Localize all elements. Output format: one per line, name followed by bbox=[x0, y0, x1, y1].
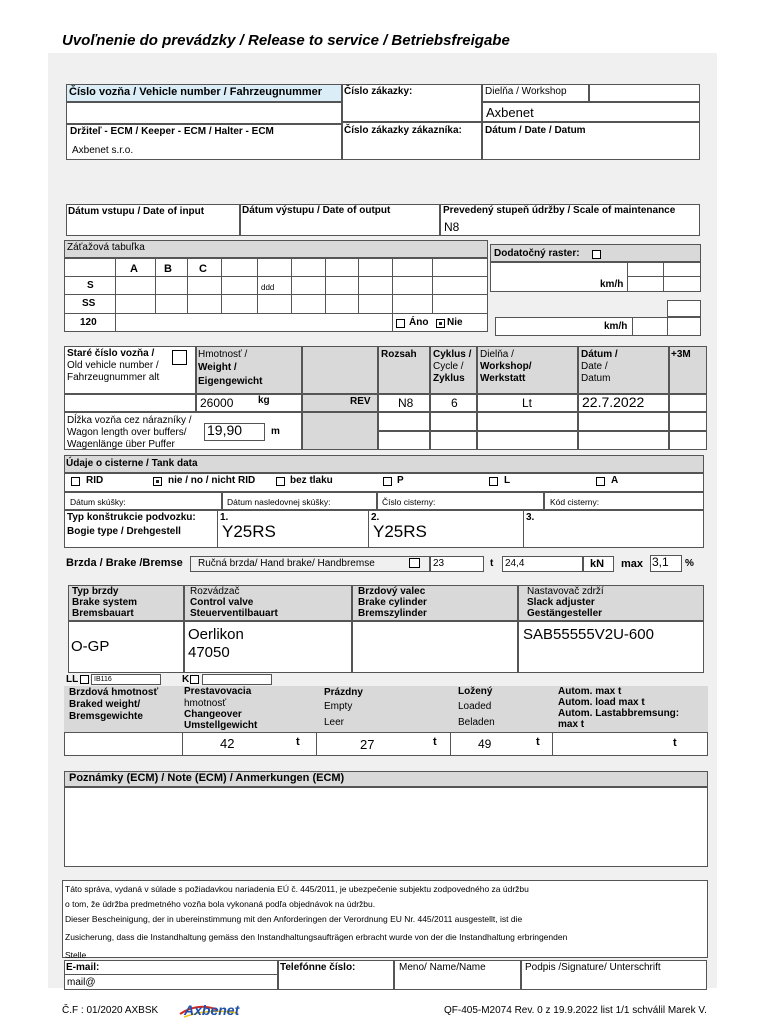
braked-weight-label-1: Brzdová hmotnosť bbox=[69, 687, 159, 698]
changeover-label-2: hmotnosť bbox=[184, 698, 227, 709]
next-test-label: Dátum nasledovnej skúšky: bbox=[227, 497, 331, 507]
col-c: C bbox=[199, 263, 207, 275]
axbenet-logo bbox=[178, 1000, 270, 1020]
plus3m-value[interactable] bbox=[669, 394, 707, 412]
rev-label: REV bbox=[350, 396, 371, 407]
row4-date[interactable] bbox=[578, 431, 669, 450]
kmh-label-1: km/h bbox=[600, 279, 624, 290]
handbrake-checkbox[interactable] bbox=[409, 558, 420, 568]
weight-label-2: Weight / bbox=[198, 362, 237, 373]
auto-label-2: Autom. load max t bbox=[558, 697, 645, 708]
brake-cylinder-label-2: Brake cylinder bbox=[358, 597, 427, 608]
document-title: Uvoľnenie do prevádzky / Release to service / Betriebsfreigabe bbox=[62, 32, 510, 49]
email-label: E-mail: bbox=[66, 962, 100, 973]
brake-system-label-1: Typ brzdy bbox=[72, 586, 119, 597]
kn-unit: kN bbox=[590, 558, 605, 570]
loaded-label-3: Beladen bbox=[458, 717, 495, 728]
rid-checkbox[interactable] bbox=[71, 477, 80, 486]
output-date-label: Dátum výstupu / Date of output bbox=[242, 205, 391, 216]
changeover-value: 42 bbox=[220, 736, 235, 751]
brake-cylinder-value-field[interactable] bbox=[352, 621, 518, 673]
bogie-2-number: 2. bbox=[371, 512, 380, 523]
old-vehicle-checkbox[interactable] bbox=[172, 350, 187, 365]
control-valve-value-1: Oerlikon bbox=[188, 626, 244, 643]
row-s: S bbox=[87, 280, 94, 291]
ll-checkbox[interactable] bbox=[80, 675, 89, 684]
cycle-label-1: Cyklus / bbox=[433, 349, 472, 360]
signature-label: Podpis /Signature/ Unterschrift bbox=[525, 962, 661, 973]
control-valve-label-2: Control valve bbox=[190, 597, 254, 608]
workshop2-label-1: Dielňa / bbox=[480, 349, 514, 360]
raster-speed-2[interactable] bbox=[495, 317, 701, 336]
cycle-label-2: Cycle / bbox=[433, 361, 464, 372]
raster-checkbox[interactable] bbox=[592, 250, 601, 259]
load-table-title: Záťažová tabuľka bbox=[67, 242, 145, 253]
k-code-field[interactable] bbox=[202, 674, 272, 685]
no-pressure-checkbox[interactable] bbox=[276, 477, 285, 486]
length-value: 19,90 bbox=[207, 422, 243, 438]
row3-date[interactable] bbox=[578, 412, 669, 431]
tank-code-label: Kód cisterny: bbox=[550, 497, 600, 507]
loaded-value: 49 bbox=[478, 737, 492, 751]
email-value: mail@ bbox=[67, 977, 96, 988]
raster-label: Dodatočný raster: bbox=[494, 248, 580, 259]
no-rid-label: nie / no / nicht RID bbox=[168, 475, 256, 486]
bogie-2-value: Y25RS bbox=[373, 522, 427, 541]
bogie-label-2: Bogie type / Drehgestell bbox=[67, 526, 181, 537]
row4-plus3m[interactable] bbox=[669, 431, 707, 450]
empty-label-1: Prázdny bbox=[324, 687, 363, 698]
row4-workshop[interactable] bbox=[477, 431, 578, 450]
col-a: A bbox=[130, 263, 138, 275]
workshop2-label-3: Werkstatt bbox=[480, 373, 526, 384]
row4-cycle[interactable] bbox=[430, 431, 477, 450]
changeover-label-4: Umstellgewicht bbox=[184, 720, 258, 731]
workshop-header-extra bbox=[589, 84, 700, 102]
notes-header-label: Poznámky (ECM) / Note (ECM) / Anmerkungen (ECM) bbox=[69, 772, 345, 784]
row-ss: SS bbox=[82, 298, 96, 309]
k-checkbox[interactable] bbox=[190, 675, 199, 684]
plus3m-label: +3M bbox=[671, 349, 691, 360]
empty-unit: t bbox=[433, 736, 437, 748]
no-pressure-label: bez tlaku bbox=[290, 475, 333, 486]
brake-system-value: O-GP bbox=[71, 638, 110, 655]
ano-label: Áno bbox=[409, 317, 429, 328]
length-label-3: Wagenlänge über Puffer bbox=[67, 439, 175, 450]
bogie-1-value: Y25RS bbox=[222, 522, 276, 541]
date2-value: 22.7.2022 bbox=[582, 394, 645, 410]
weight-label-3: Eigengewicht bbox=[198, 376, 263, 387]
brake-label: Brzda / Brake /Bremse bbox=[66, 557, 183, 569]
cycle-label-3: Zyklus bbox=[433, 373, 465, 384]
length-label-1: Dĺžka vozňa cez nárazníky / bbox=[67, 415, 192, 426]
nie-checkbox[interactable] bbox=[436, 319, 445, 328]
changeover-label-3: Changeover bbox=[184, 709, 242, 720]
brake-system-label-2: Brake system bbox=[72, 597, 138, 608]
date-label: Dátum / Date / Datum bbox=[485, 125, 586, 136]
weights-values-row bbox=[64, 732, 708, 756]
empty-label-3: Leer bbox=[324, 717, 345, 728]
statement-line-3: Dieser Bescheinigung, der in ubereinstimmung mit den Anforderingen der Verordnung EU Nr. 445/2011 ausgestellt, ist die bbox=[65, 914, 523, 924]
phone-label: Telefónne číslo: bbox=[280, 962, 356, 973]
hb-value: 23 bbox=[433, 558, 445, 569]
percent-label: % bbox=[685, 558, 694, 569]
weight-label-1: Hmotnosť / bbox=[198, 349, 248, 360]
row3-range[interactable] bbox=[378, 412, 430, 431]
workshop-value: Axbenet bbox=[486, 105, 534, 120]
date2-label-3: Datum bbox=[581, 373, 611, 384]
slack-adjuster-value: SAB55555V2U-600 bbox=[523, 626, 654, 643]
name-label: Meno/ Name/Name bbox=[399, 962, 486, 973]
old-vehicle-label-2: Old vehicle number / bbox=[67, 360, 159, 371]
force-value: 24,4 bbox=[505, 558, 525, 569]
control-valve-label-3: Steuerventilbauart bbox=[190, 608, 278, 619]
p-checkbox[interactable] bbox=[383, 477, 392, 486]
bogie-label-1: Typ konštrukcie podvozku: bbox=[67, 512, 196, 523]
range-value: N8 bbox=[398, 396, 414, 410]
notes-area[interactable] bbox=[64, 787, 708, 867]
keeper-label: Držiteľ - ECM / Keeper - ECM / Halter - ECM bbox=[70, 126, 274, 137]
input-date-label: Dátum vstupu / Date of input bbox=[68, 206, 205, 217]
old-vehicle-label-1: Staré číslo vozňa / bbox=[67, 348, 155, 359]
loaded-label-2: Loaded bbox=[458, 701, 492, 712]
l-label: L bbox=[504, 475, 511, 486]
braked-weight-label-2: Braked weight/ bbox=[69, 699, 141, 710]
max-value: 3,1 bbox=[652, 555, 669, 569]
ll-code: IB116 bbox=[94, 676, 112, 683]
empty-value: 27 bbox=[360, 737, 375, 752]
date2-label-2: Date / bbox=[581, 361, 608, 372]
customer-order-label: Číslo zákazky zákazníka: bbox=[344, 125, 462, 136]
statement-line-1: Táto správa, vydaná v súlade s požiadavkou nariadenia EÚ č. 445/2011, je ubezpečenie subjektu zodpovedného za údržbu bbox=[65, 884, 529, 894]
auto-unit: t bbox=[673, 737, 677, 749]
control-valve-value-2: 47050 bbox=[188, 644, 230, 661]
braked-weight-label-3: Bremsgewichte bbox=[69, 711, 143, 722]
maintenance-scale-value: N8 bbox=[444, 220, 460, 234]
cycle-value: 6 bbox=[451, 396, 458, 410]
k-label: K bbox=[182, 674, 190, 685]
slack-adjuster-label-3: Gestängesteller bbox=[527, 608, 603, 619]
changeover-unit: t bbox=[296, 736, 300, 748]
brake-cylinder-label-3: Bremszylinder bbox=[358, 608, 427, 619]
workshop2-value: Lt bbox=[522, 396, 533, 410]
slack-adjuster-label-1: Nastavovač zdrží bbox=[527, 586, 604, 597]
l-checkbox[interactable] bbox=[489, 477, 498, 486]
rid-label: RID bbox=[86, 475, 104, 486]
weight-unit: kg bbox=[258, 395, 270, 406]
no-rid-checkbox[interactable] bbox=[153, 477, 162, 486]
auto-label-1: Autom. max t bbox=[558, 686, 622, 697]
old-vehicle-label-3: Fahrzeugnummer alt bbox=[67, 372, 160, 383]
loaded-label-1: Ložený bbox=[458, 686, 493, 697]
control-valve-label-1: Rozvádzač bbox=[190, 586, 240, 597]
maintenance-scale-label: Prevedený stupeň údržby / Scale of maintenance bbox=[443, 205, 676, 216]
a-label: A bbox=[611, 475, 619, 486]
statement-line-4: Zusicherung, dass die Instandhaltung gemäss den Instandhaltungsaufträgen erbracht wurde von der die Instandhaltung erbringenden bbox=[65, 932, 568, 942]
length-grey bbox=[302, 412, 378, 450]
slack-adjuster-label-2: Slack adjuster bbox=[527, 597, 595, 608]
workshop-label: Dielňa / Workshop bbox=[485, 86, 567, 97]
col-b: B bbox=[164, 263, 172, 275]
loaded-unit: t bbox=[536, 736, 540, 748]
range-label: Rozsah bbox=[381, 349, 417, 360]
statement-line-2: o tom, že údržba predmetného vozňa bola vykonaná podľa objednávok na údržbu. bbox=[65, 899, 376, 909]
test-date-label: Dátum skúšky: bbox=[70, 497, 126, 507]
bogie-1-number: 1. bbox=[220, 512, 229, 523]
max-label: max bbox=[621, 558, 644, 570]
brake-system-label-3: Bremsbauart bbox=[72, 608, 134, 619]
old-vehicle-value[interactable] bbox=[64, 394, 196, 412]
date2-label-1: Dátum / bbox=[581, 349, 618, 360]
a-checkbox[interactable] bbox=[596, 477, 605, 486]
p-label: P bbox=[397, 475, 404, 486]
auto-label-4: max t bbox=[558, 719, 585, 730]
row4-range[interactable] bbox=[378, 431, 430, 450]
length-unit: m bbox=[271, 426, 280, 437]
nie-label: Nie bbox=[447, 317, 463, 328]
keeper-value: Axbenet s.r.o. bbox=[72, 145, 134, 156]
row3-workshop[interactable] bbox=[477, 412, 578, 431]
statement-line-5: Stelle bbox=[65, 950, 87, 960]
empty-label-2: Empty bbox=[324, 701, 353, 712]
logo-text: Axbenet bbox=[184, 1002, 240, 1018]
ll-label: LL bbox=[66, 674, 79, 685]
brake-cylinder-label-1: Brzdový valec bbox=[358, 586, 426, 597]
row3-plus3m[interactable] bbox=[669, 412, 707, 431]
row3-cycle[interactable] bbox=[430, 412, 477, 431]
ddd-mark: ddd bbox=[261, 283, 275, 292]
order-number-label: Číslo zákazky: bbox=[344, 86, 413, 97]
raster-extra-cell bbox=[667, 300, 701, 317]
row-120: 120 bbox=[80, 317, 97, 328]
handbrake-label: Ručná brzda/ Hand brake/ Handbremse bbox=[198, 558, 375, 569]
bogie-3-number: 3. bbox=[526, 512, 535, 523]
workshop2-label-2: Workshop/ bbox=[480, 361, 532, 372]
vehicle-number-field[interactable] bbox=[66, 102, 342, 124]
vehicle-number-label: Číslo vozňa / Vehicle number / Fahrzeugnummer bbox=[69, 86, 323, 98]
kmh-label-2: km/h bbox=[604, 321, 628, 332]
tank-number-label: Číslo cisterny: bbox=[382, 497, 436, 507]
auto-label-3: Autom. Lastabbremsung: bbox=[558, 708, 680, 719]
weight-value: 26000 bbox=[200, 396, 234, 410]
footer-document-ref: QF-405-M2074 Rev. 0 z 19.9.2022 list 1/1 schválil Marek V. bbox=[444, 1005, 707, 1016]
tank-header-label: Údaje o cisterne / Tank data bbox=[66, 458, 198, 469]
footer-form-number: Č.F : 01/2020 AXBSK bbox=[62, 1005, 159, 1016]
length-label-2: Wagon length over buffers/ bbox=[67, 427, 187, 438]
blank-header bbox=[302, 346, 378, 394]
ano-checkbox[interactable] bbox=[396, 319, 405, 328]
hb-t-unit: t bbox=[490, 558, 494, 569]
changeover-label-1: Prestavovacia bbox=[184, 686, 252, 697]
